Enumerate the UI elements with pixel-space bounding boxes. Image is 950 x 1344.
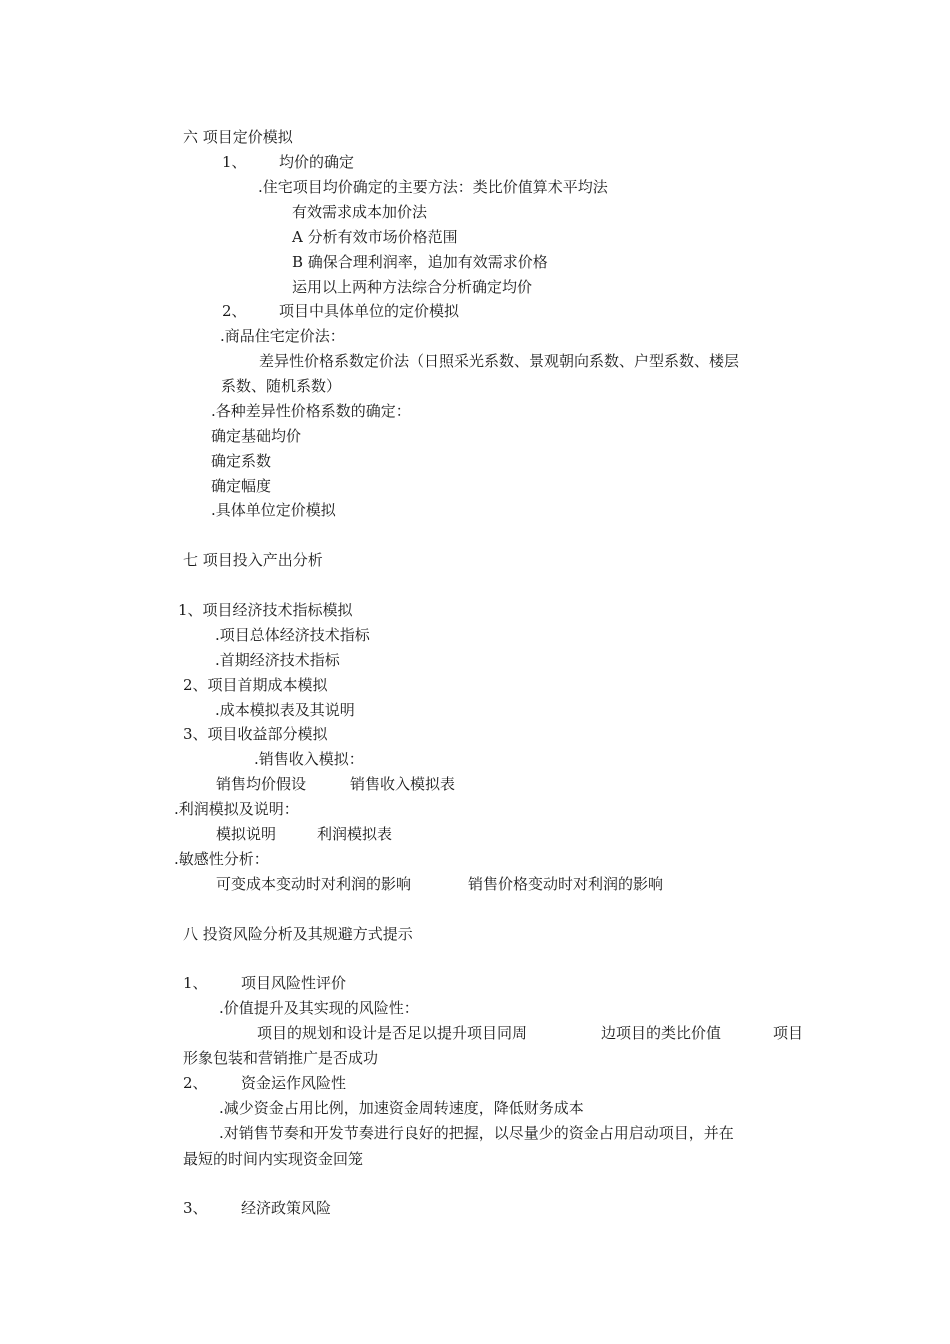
section-6-1-item-a: .住宅项目均价确定的主要方法：类比价值算术平均法: [258, 178, 608, 196]
section-8-1-item-b-part2: 边项目的类比价值: [601, 1024, 722, 1042]
section-8-2-number: 2、: [183, 1074, 208, 1092]
section-7-1-item-b: .首期经济技术指标: [215, 651, 340, 669]
section-6-2-item-b-line2: 系数、随机系数）: [221, 377, 342, 395]
section-6-2-item-e: 确定系数: [211, 452, 272, 470]
section-6-1-item-c: A 分析有效市场价格范围: [292, 228, 458, 246]
section-8-2-title: 资金运作风险性: [241, 1074, 347, 1092]
section-7-2-item-a: .成本模拟表及其说明: [215, 701, 355, 719]
section-7-3-item-b1: 销售均价假设: [216, 775, 307, 793]
section-6-2-item-b-line1: 差异性价格系数定价法（日照采光系数、景观朝向系数、户型系数、楼层: [259, 352, 740, 370]
section-6-2-item-a: .商品住宅定价法：: [220, 327, 345, 345]
section-8-1-number: 1、: [183, 974, 208, 992]
section-7-1: 1、项目经济技术指标模拟: [178, 601, 353, 619]
section-7-3-item-f2: 销售价格变动时对利润的影响: [468, 875, 664, 893]
section-6-1-item-e: 运用以上两种方法综合分析确定均价: [292, 278, 533, 296]
section-7-3-item-a: .销售收入模拟：: [254, 750, 364, 768]
section-8-3-number: 3、: [183, 1199, 208, 1217]
section-6-2-number: 2、: [222, 302, 247, 320]
section-7-3-item-b2: 销售收入模拟表: [350, 775, 456, 793]
section-8-heading: 八 投资风险分析及其规避方式提示: [183, 925, 413, 943]
section-6-2-title: 项目中具体单位的定价模拟: [279, 302, 460, 320]
section-8-3-title: 经济政策风险: [241, 1199, 332, 1217]
section-6-2-item-c: .各种差异性价格系数的确定：: [211, 402, 411, 420]
section-6-1-item-d: B 确保合理利润率，追加有效需求价格: [292, 253, 548, 271]
section-6-2-item-g: .具体单位定价模拟: [211, 501, 336, 519]
section-8-1-title: 项目风险性评价: [241, 974, 347, 992]
section-8-1-item-a: .价值提升及其实现的风险性：: [219, 999, 419, 1017]
section-8-1-item-b-line2: 形象包装和营销推广是否成功: [183, 1049, 379, 1067]
section-7-3-item-f1: 可变成本变动时对利润的影响: [216, 875, 412, 893]
section-7-3-item-d2: 利润模拟表: [317, 825, 393, 843]
section-6-1-title: 均价的确定: [279, 153, 355, 171]
section-8-2-item-a: .减少资金占用比例，加速资金周转速度，降低财务成本: [219, 1099, 584, 1117]
section-6-heading: 六 项目定价模拟: [183, 128, 293, 146]
section-8-1-item-b-part1: 项目的规划和设计是否足以提升项目同周: [257, 1024, 528, 1042]
section-7-3-item-d1: 模拟说明: [216, 825, 277, 843]
section-6-2-item-f: 确定幅度: [211, 477, 272, 495]
section-7-3-item-e: .敏感性分析：: [174, 850, 269, 868]
section-7-heading: 七 项目投入产出分析: [183, 551, 323, 569]
section-8-1-item-b-part3: 项目: [773, 1024, 804, 1042]
section-6-2-item-d: 确定基础均价: [211, 427, 302, 445]
section-6-1-number: 1、: [222, 153, 247, 171]
section-7-1-item-a: .项目总体经济技术指标: [215, 626, 370, 644]
section-7-3-item-c: .利润模拟及说明：: [174, 800, 299, 818]
section-8-2-item-b-line2: 最短的时间内实现资金回笼: [183, 1150, 364, 1168]
section-7-2: 2、项目首期成本模拟: [183, 676, 328, 694]
section-6-1-item-b: 有效需求成本加价法: [292, 203, 428, 221]
section-7-3: 3、项目收益部分模拟: [183, 725, 328, 743]
section-8-2-item-b-line1: .对销售节奏和开发节奏进行良好的把握，以尽量少的资金占用启动项目，并在: [219, 1124, 734, 1142]
